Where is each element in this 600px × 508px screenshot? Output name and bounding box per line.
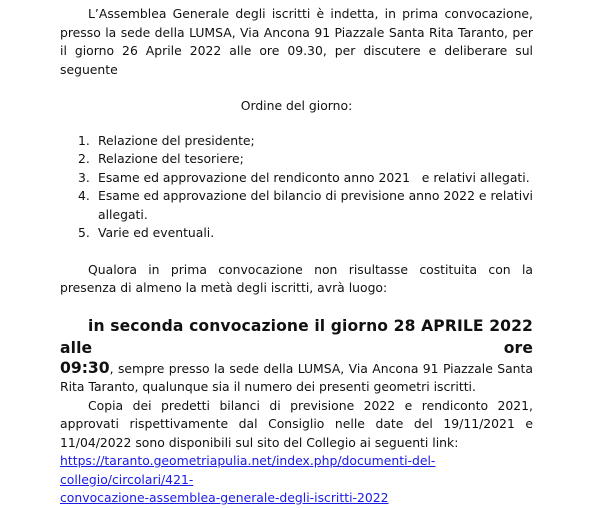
agenda-item-number: 5.	[78, 225, 90, 240]
second-convocation-details: , sempre presso la sede della LUMSA, Via Ancona 91 Piazzale Santa Rita Taranto, qualunque sia il numero dei presenti geometri iscritti.	[60, 360, 533, 394]
agenda-list	[60, 132, 533, 243]
agenda-item-number: 3.	[78, 169, 90, 185]
agenda-item-text: Relazione del tesoriere;	[98, 151, 244, 166]
second-convocation	[60, 315, 533, 397]
intro-paragraph: L’Assemblea Generale degli iscritti è indetta, in prima convocazione, presso la sede della LUMSA, Via Ancona 91 Piazzale Santa Rita Taranto, per il giorno 26 Aprile 2022 alle ore 09.30, per discutere e deliberare sul seguente	[60, 6, 533, 77]
agenda-item	[60, 224, 533, 243]
agenda-item	[60, 132, 533, 151]
copy-paragraph: Copia dei predetti bilanci di previsione 2022 e rendiconto 2021, approvati rispettivamente dal Consiglio nelle date del 19/11/2021 e 11/04/2022 sono disponibili sul sito del Collegio ai seguenti link:	[60, 397, 533, 450]
document-link-line-2[interactable]: convocazione-assemblea-generale-degli-iscritti-2022	[60, 490, 389, 505]
agenda-item-text: Esame ed approvazione del bilancio di previsione anno 2022 e relativi allegati.	[98, 188, 534, 222]
fallback-paragraph: Qualora in prima convocazione non risultasse costituita con la presenza di almeno la metà degli iscritti, avrà luogo:	[60, 261, 533, 295]
agenda-item-text: Relazione del presidente;	[98, 132, 255, 148]
agenda-item-number: 2.	[78, 151, 90, 166]
agenda-item	[60, 187, 533, 224]
second-convocation-time: 09:30	[60, 358, 110, 377]
agenda-item	[60, 169, 533, 188]
agenda-item-text: Varie ed eventuali.	[98, 225, 215, 240]
agenda-item-number: 4.	[78, 188, 90, 203]
agenda-item-text: Esame ed approvazione del rendiconto anno 2021 e relativi allegati.	[98, 169, 530, 185]
agenda-item-number: 1.	[78, 132, 90, 148]
agenda-title: Ordine del giorno:	[240, 98, 353, 113]
document-link-line-1[interactable]: https://taranto.geometriapulia.net/index.php/documenti-del-collegio/circolari/421-	[60, 453, 436, 487]
second-convocation-headline: in seconda convocazione il giorno 28 APRILE 2022 alle ore	[60, 316, 533, 357]
link-block	[60, 452, 533, 508]
agenda-item	[60, 150, 533, 169]
